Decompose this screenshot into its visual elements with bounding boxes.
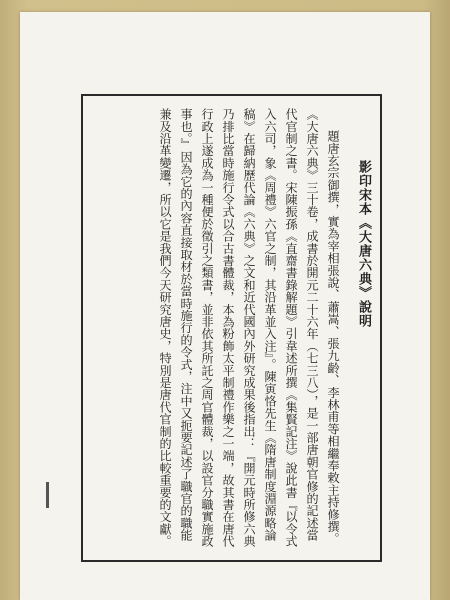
body-paragraph: 題唐玄宗御撰，實為宰相張說、蕭嵩、張九齡、李林甫等相繼奉敕主持修撰。《大唐六典》三十卷，成書於開元二十六年（七三八），是一部唐朝官修的記述當代官制之書。宋陳振孫《直齋書錄解題》引韋述所撰《集賢記注》說此書『以令式入六司，象《周禮》六官之制，其沿革並入注』。陳寅恪先生《隋唐制度淵源略論稿》在歸納歷代論《六典》之文和近代國內外研究成果後指出：『開元時所修六典乃排比當時施行令式以合古書體裁，本為粉飾太平制禮作樂之一端，故其書在唐代行政上遂成為一種便於徵引之類書，並非依其所託之周官體裁，以設官分職實施政事也。』因為它的內容直接取材於當時施行的令式，注中又扼要記述了職官的職能兼及沿革變遷，所以它是我們今天研究唐史，特別是唐代官制的比較重要的文獻。 xyxy=(158,108,340,548)
margin-mark xyxy=(46,482,49,508)
text-frame xyxy=(81,94,382,562)
vertical-text-block xyxy=(93,108,374,552)
document-title: 影印宋本《大唐六典》說明 xyxy=(356,160,371,328)
paper-sheet xyxy=(20,12,430,600)
